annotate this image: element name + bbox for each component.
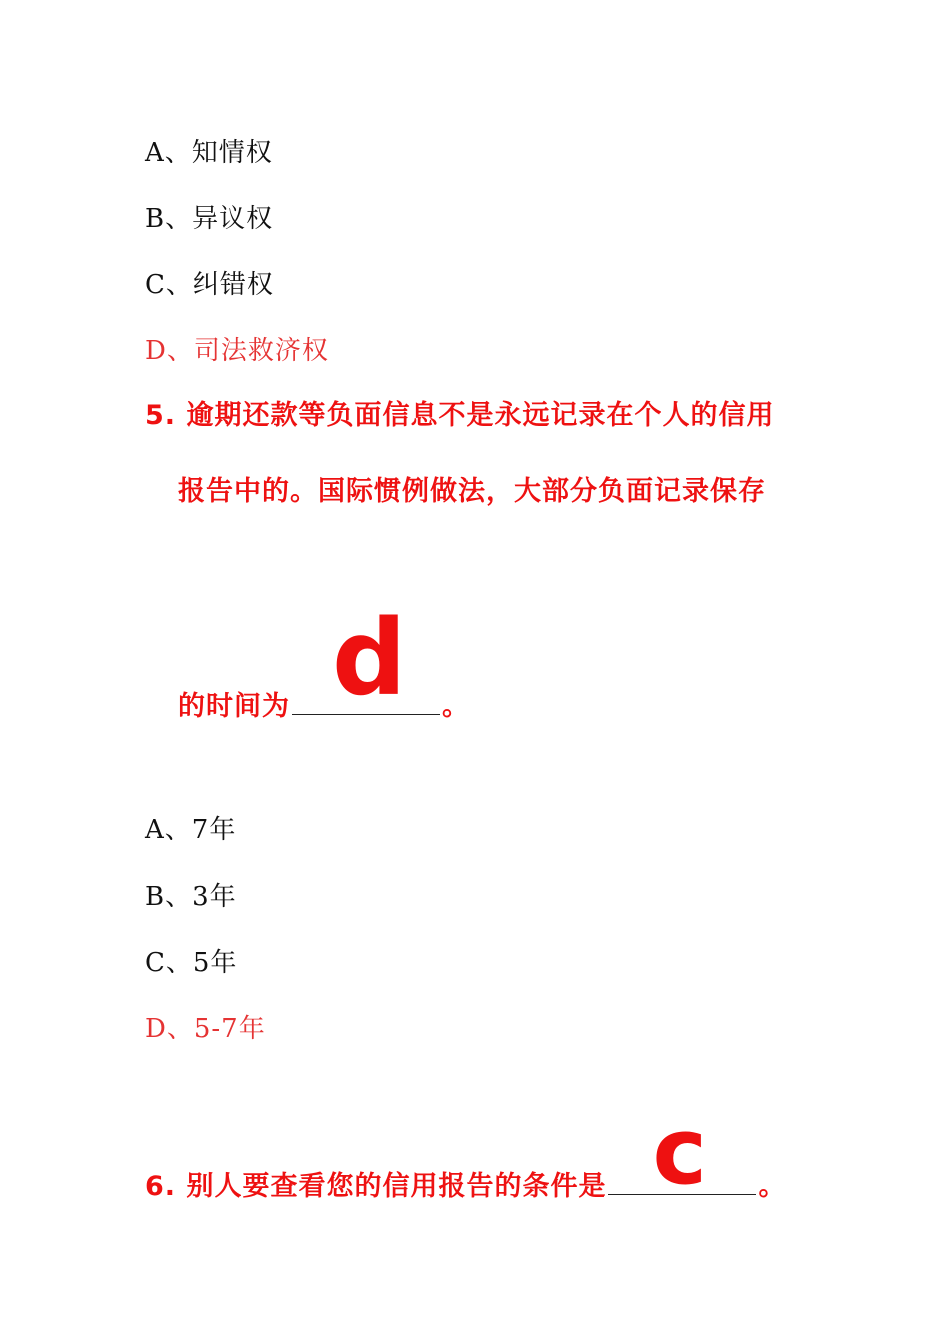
q5-line-2: 报告中的。国际惯例做法，大部分负面记录保存	[178, 476, 766, 507]
q4-option-b: B、异议权	[145, 204, 274, 234]
q5-line-1: 5. 逾期还款等负面信息不是永远记录在个人的信用	[145, 400, 775, 431]
q6-prefix: 6. 别人要查看您的信用报告的条件是	[145, 1171, 607, 1202]
q4-option-a: A、知情权	[145, 138, 273, 168]
q6-line	[145, 1098, 787, 1205]
q5-line-3-prefix: 的时间为	[178, 691, 290, 722]
q6-answer-blank	[608, 1098, 756, 1205]
q5-option-d-answer: D、5-7年	[145, 1014, 266, 1044]
q6-suffix: 。	[758, 1171, 787, 1202]
q5-line-3	[178, 597, 470, 725]
q5-line-3-suffix: 。	[442, 691, 470, 722]
q5-answer-blank	[292, 597, 440, 719]
q5-option-a: A、7年	[145, 815, 237, 845]
q5-option-c: C、5年	[145, 948, 238, 978]
q4-option-d-answer: D、司法救济权	[145, 336, 329, 366]
q6-handwritten-answer: c	[652, 1098, 708, 1205]
q5-handwritten-answer: d	[332, 597, 408, 719]
q4-option-c: C、纠错权	[145, 270, 274, 300]
q5-option-b: B、3年	[145, 882, 237, 912]
